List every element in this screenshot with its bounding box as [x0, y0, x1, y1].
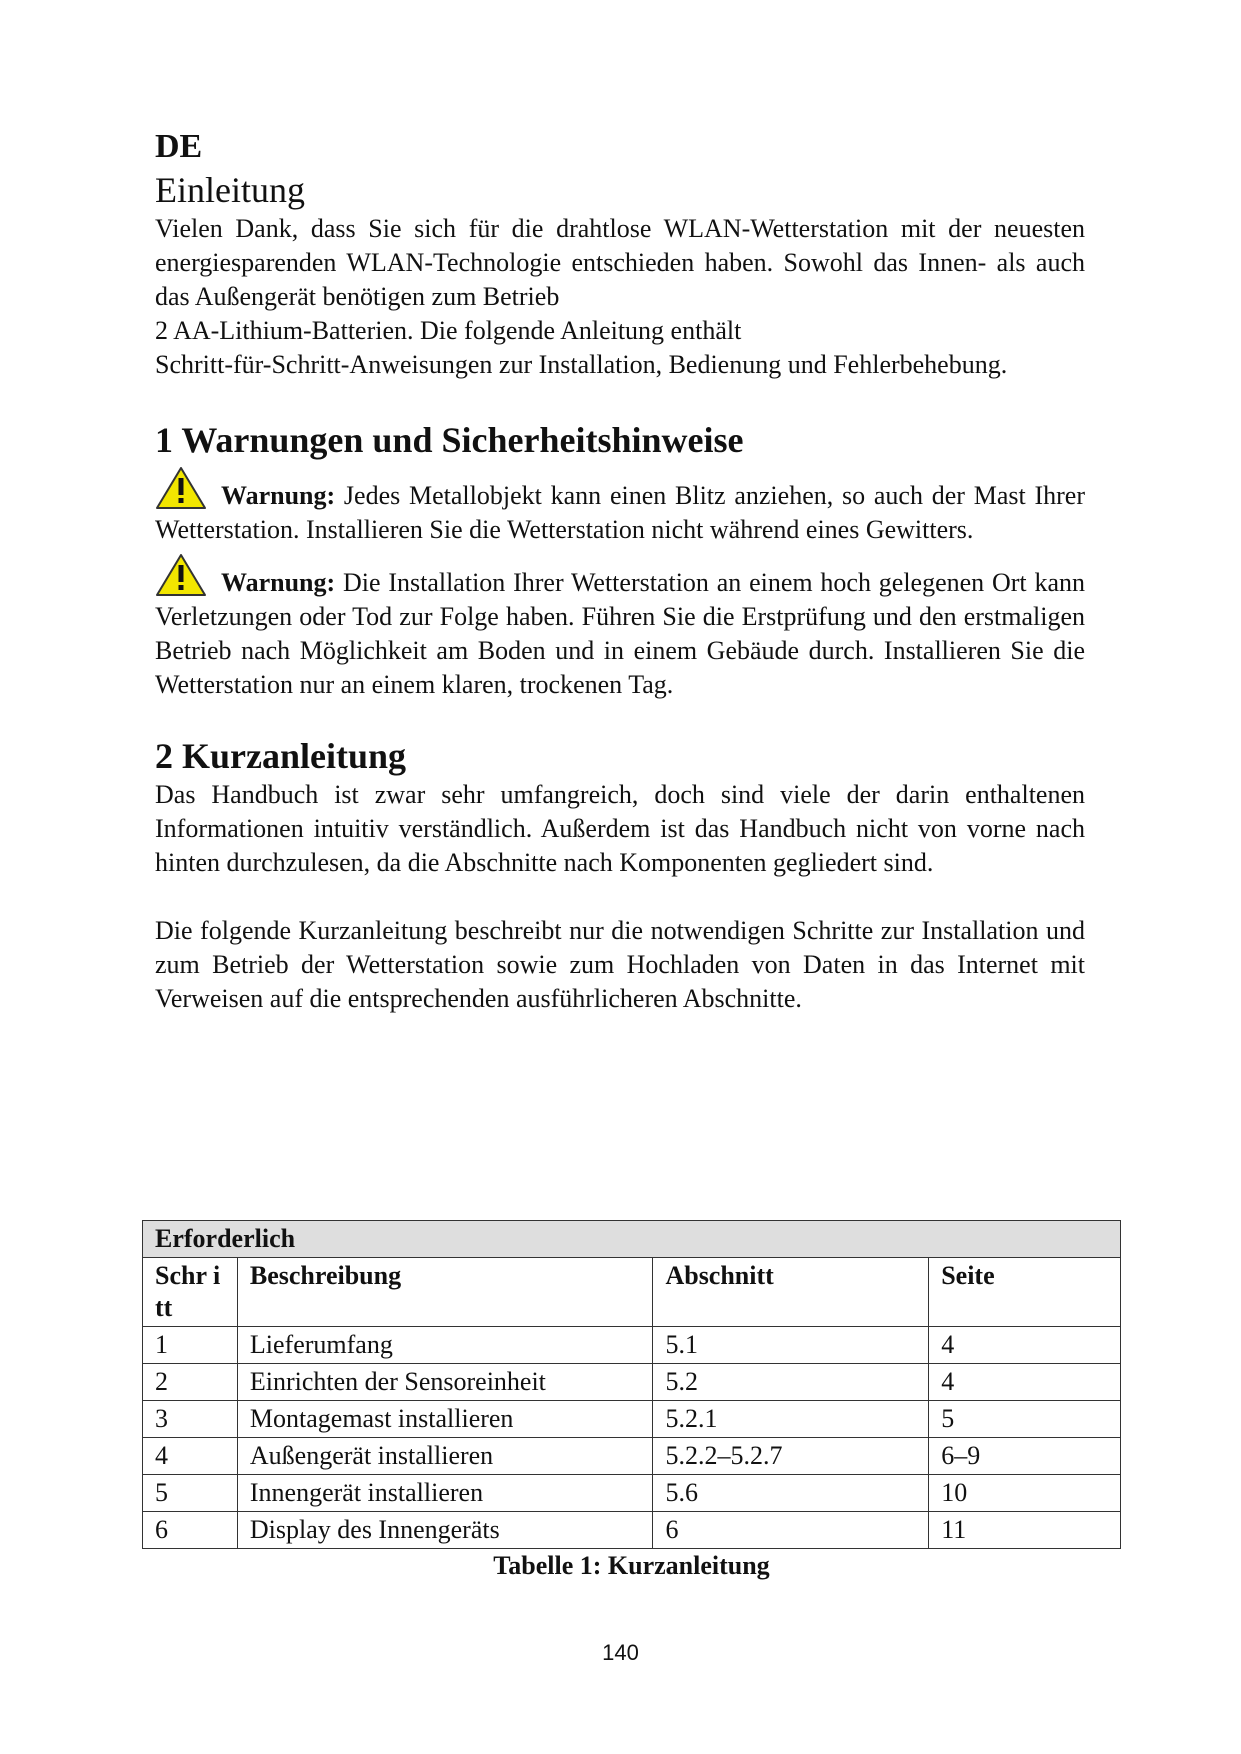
section-1-title: 1 Warnungen und Sicherheitshinweise [155, 420, 744, 460]
cell-page: 4 [929, 1327, 1121, 1364]
section-2-paragraph-1: Das Handbuch ist zwar sehr umfangreich, doch sind viele der darin enthaltenen Informationen intuitiv verständlich. Außerdem ist das Handbuch nicht von vorne nach hinten durchzulesen, da die Abschnitte nach Komponenten gegliedert sind. [155, 780, 1085, 877]
intro-paragraph-1: Vielen Dank, dass Sie sich für die drahtlose WLAN-Wetterstation mit der neuesten energiesparenden WLAN-Technologie entschieden haben. Sowohl das Innen- als auch das Außengerät benötigen zum Betrieb [155, 214, 1085, 311]
cell-page: 6–9 [929, 1438, 1121, 1475]
cell-section: 5.6 [653, 1475, 929, 1512]
quick-guide-table [142, 1220, 1121, 1549]
cell-description: Display des Innengeräts [237, 1512, 653, 1549]
intro-paragraph-2: 2 AA-Lithium-Batterien. Die folgende Anleitung enthält [155, 316, 742, 345]
cell-section: 5.1 [653, 1327, 929, 1364]
cell-page: 4 [929, 1364, 1121, 1401]
intro-paragraph-3: Schritt-für-Schritt-Anweisungen zur Installation, Bedienung und Fehlerbehebung. [155, 350, 1008, 379]
cell-step: 2 [143, 1364, 238, 1401]
table-caption: Tabelle 1: Kurzanleitung [493, 1551, 770, 1580]
cell-section: 5.2.2–5.2.7 [653, 1438, 929, 1475]
header-section: Abschnitt [653, 1258, 929, 1327]
cell-page: 10 [929, 1475, 1121, 1512]
warning-1 [155, 466, 1085, 547]
cell-description: Einrichten der Sensoreinheit [237, 1364, 653, 1401]
cell-section: 5.2 [653, 1364, 929, 1401]
cell-description: Montagemast installieren [237, 1401, 653, 1438]
cell-step: 6 [143, 1512, 238, 1549]
table-row [143, 1512, 1121, 1549]
table-row [143, 1438, 1121, 1475]
cell-step: 3 [143, 1401, 238, 1438]
cell-section: 5.2.1 [653, 1401, 929, 1438]
language-code: DE [155, 128, 203, 165]
warning-triangle-icon [155, 553, 207, 597]
warning-2 [155, 553, 1085, 702]
warning-2-text: Die Installation Ihrer Wetterstation an einem hoch gelegenen Ort kann Verletzungen oder Tod zur Folge haben. Führen Sie die Erstprüfung und den erstmaligen Betrieb nach Möglichkeit am Boden und in einem Gebäude durch. Installieren Sie die Wetterstation nur an einem klaren, trockenen Tag. [155, 568, 1085, 699]
header-page: Seite [929, 1258, 1121, 1327]
cell-description: Außengerät installieren [237, 1438, 653, 1475]
cell-section: 6 [653, 1512, 929, 1549]
cell-page: 5 [929, 1401, 1121, 1438]
cell-description: Innengerät installieren [237, 1475, 653, 1512]
warning-2-label: Warnung: [221, 568, 336, 597]
table-row [143, 1401, 1121, 1438]
table-row [143, 1475, 1121, 1512]
section-2-paragraph-2: Die folgende Kurzanleitung beschreibt nur die notwendigen Schritte zur Installation und zum Betrieb der Wetterstation sowie zum Hochladen von Daten in das Internet mit Verweisen auf die entsprechenden ausführlicheren Abschnitte. [155, 916, 1085, 1013]
table-group-label: Erforderlich [143, 1221, 1121, 1258]
warning-1-text: Jedes Metallobjekt kann einen Blitz anziehen, so auch der Mast Ihrer Wetterstation. Installieren Sie die Wetterstation nicht während eines Gewitters. [155, 481, 1085, 544]
header-step: Schr itt [143, 1258, 238, 1327]
intro-title: Einleitung [155, 170, 305, 210]
cell-page: 11 [929, 1512, 1121, 1549]
table-row [143, 1364, 1121, 1401]
cell-step: 1 [143, 1327, 238, 1364]
page-content [155, 128, 1085, 1016]
page-number: 140 [602, 1640, 639, 1665]
table-header-row [143, 1258, 1121, 1327]
table-group-row [143, 1221, 1121, 1258]
cell-step: 5 [143, 1475, 238, 1512]
warning-1-label: Warnung: [221, 481, 336, 510]
cell-step: 4 [143, 1438, 238, 1475]
warning-triangle-icon [155, 466, 207, 510]
cell-description: Lieferumfang [237, 1327, 653, 1364]
table-row [143, 1327, 1121, 1364]
header-description: Beschreibung [237, 1258, 653, 1327]
section-2-title: 2 Kurzanleitung [155, 736, 407, 776]
